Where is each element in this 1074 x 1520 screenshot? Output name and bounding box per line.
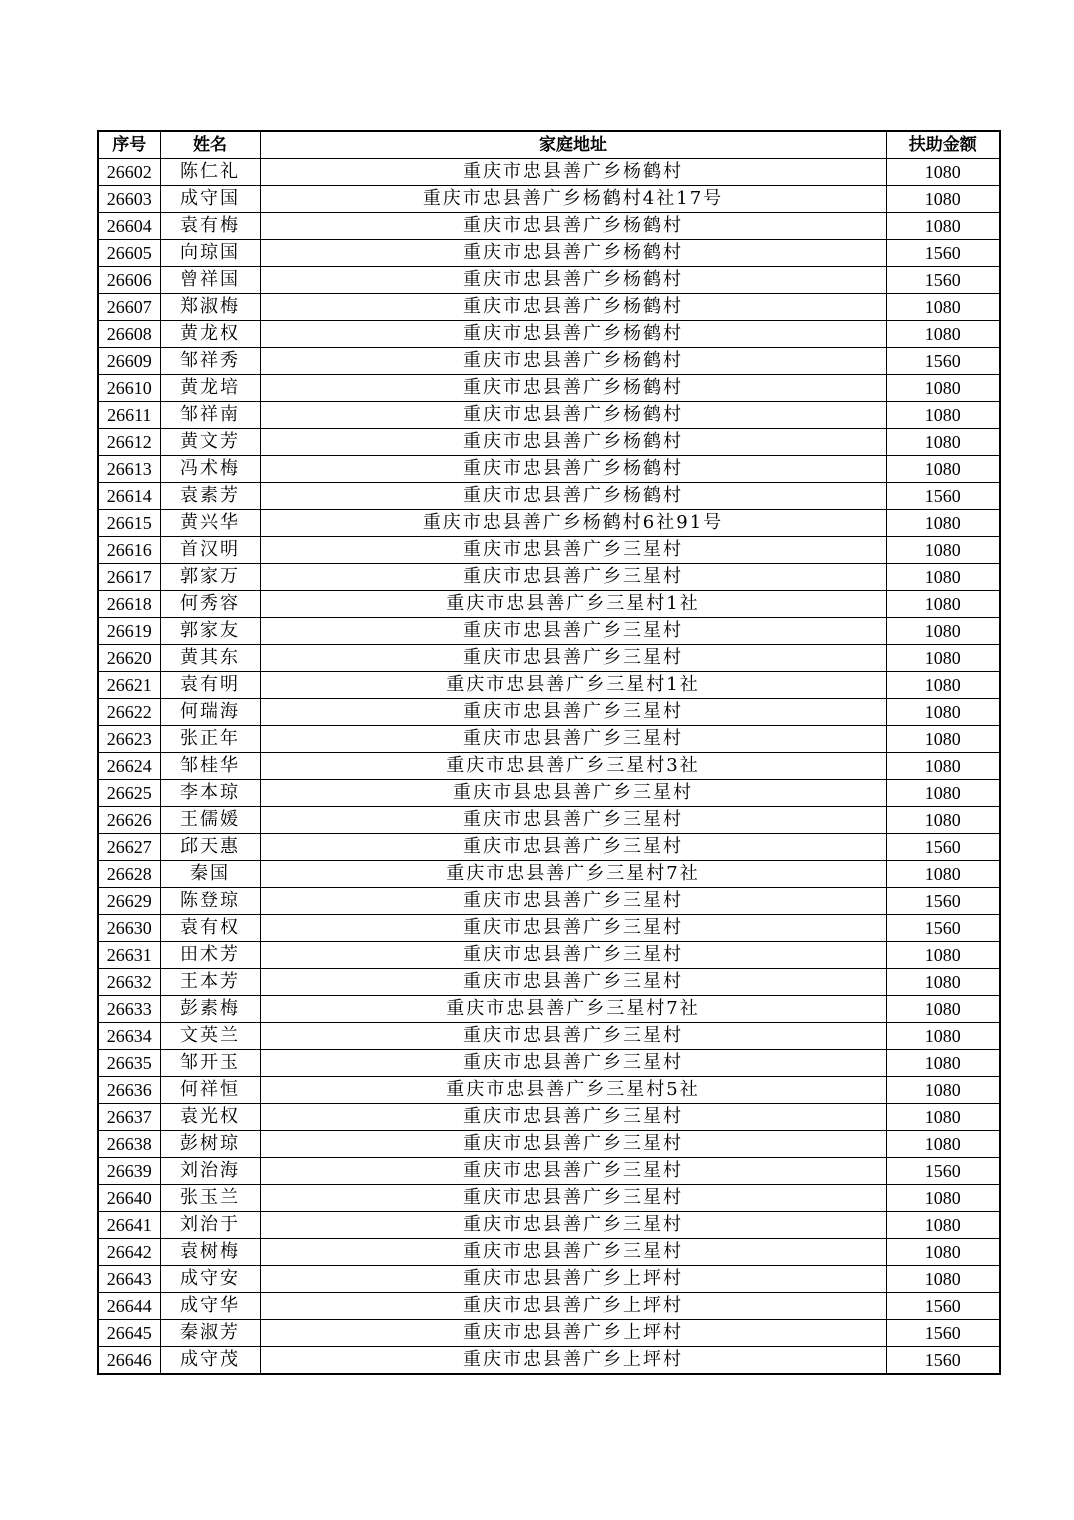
name-cell: 袁有梅 bbox=[160, 213, 260, 240]
amount-cell: 1560 bbox=[886, 834, 1000, 861]
name-cell: 袁有明 bbox=[160, 672, 260, 699]
name-cell: 王儒媛 bbox=[160, 807, 260, 834]
address-cell: 重庆市忠县善广乡杨鹤村 bbox=[260, 294, 886, 321]
serial-number-cell: 26633 bbox=[98, 996, 160, 1023]
serial-number-cell: 26631 bbox=[98, 942, 160, 969]
table-row bbox=[98, 591, 1000, 618]
amount-cell: 1080 bbox=[886, 699, 1000, 726]
amount-cell: 1080 bbox=[886, 1266, 1000, 1293]
name-cell: 首汉明 bbox=[160, 537, 260, 564]
table-row bbox=[98, 699, 1000, 726]
table-row bbox=[98, 969, 1000, 996]
address-cell: 重庆市忠县善广乡杨鹤村 bbox=[260, 240, 886, 267]
amount-cell: 1560 bbox=[886, 240, 1000, 267]
table-row bbox=[98, 1131, 1000, 1158]
serial-number-cell: 26611 bbox=[98, 402, 160, 429]
name-cell: 何瑞海 bbox=[160, 699, 260, 726]
serial-number-cell: 26616 bbox=[98, 537, 160, 564]
serial-number-cell: 26629 bbox=[98, 888, 160, 915]
name-cell: 邱天惠 bbox=[160, 834, 260, 861]
table-row bbox=[98, 321, 1000, 348]
amount-cell: 1560 bbox=[886, 1320, 1000, 1347]
serial-number-cell: 26609 bbox=[98, 348, 160, 375]
address-cell: 重庆市忠县善广乡杨鹤村6社91号 bbox=[260, 510, 886, 537]
address-cell: 重庆市忠县善广乡杨鹤村 bbox=[260, 429, 886, 456]
name-cell: 郑淑梅 bbox=[160, 294, 260, 321]
amount-cell: 1080 bbox=[886, 1239, 1000, 1266]
amount-cell: 1080 bbox=[886, 996, 1000, 1023]
address-cell: 重庆市忠县善广乡三星村 bbox=[260, 915, 886, 942]
serial-number-cell: 26606 bbox=[98, 267, 160, 294]
serial-number-cell: 26618 bbox=[98, 591, 160, 618]
address-cell: 重庆市忠县善广乡三星村 bbox=[260, 537, 886, 564]
name-cell: 陈登琼 bbox=[160, 888, 260, 915]
serial-number-cell: 26645 bbox=[98, 1320, 160, 1347]
address-cell: 重庆市忠县善广乡三星村7社 bbox=[260, 861, 886, 888]
serial-number-cell: 26638 bbox=[98, 1131, 160, 1158]
header-home-address: 家庭地址 bbox=[260, 131, 886, 159]
name-cell: 袁有权 bbox=[160, 915, 260, 942]
table-row bbox=[98, 483, 1000, 510]
header-serial-number: 序号 bbox=[98, 131, 160, 159]
table-row bbox=[98, 564, 1000, 591]
amount-cell: 1080 bbox=[886, 1077, 1000, 1104]
serial-number-cell: 26640 bbox=[98, 1185, 160, 1212]
address-cell: 重庆市忠县善广乡杨鹤村 bbox=[260, 375, 886, 402]
name-cell: 成守国 bbox=[160, 186, 260, 213]
address-cell: 重庆市忠县善广乡杨鹤村4社17号 bbox=[260, 186, 886, 213]
serial-number-cell: 26621 bbox=[98, 672, 160, 699]
serial-number-cell: 26605 bbox=[98, 240, 160, 267]
address-cell: 重庆市忠县善广乡三星村 bbox=[260, 1158, 886, 1185]
name-cell: 刘治海 bbox=[160, 1158, 260, 1185]
serial-number-cell: 26622 bbox=[98, 699, 160, 726]
serial-number-cell: 26607 bbox=[98, 294, 160, 321]
table-row bbox=[98, 1266, 1000, 1293]
amount-cell: 1080 bbox=[886, 564, 1000, 591]
table-row bbox=[98, 807, 1000, 834]
amount-cell: 1080 bbox=[886, 510, 1000, 537]
address-cell: 重庆市忠县善广乡三星村1社 bbox=[260, 591, 886, 618]
serial-number-cell: 26646 bbox=[98, 1347, 160, 1375]
name-cell: 何祥恒 bbox=[160, 1077, 260, 1104]
amount-cell: 1080 bbox=[886, 321, 1000, 348]
name-cell: 秦淑芳 bbox=[160, 1320, 260, 1347]
amount-cell: 1560 bbox=[886, 267, 1000, 294]
name-cell: 成守安 bbox=[160, 1266, 260, 1293]
address-cell: 重庆市忠县善广乡三星村 bbox=[260, 969, 886, 996]
amount-cell: 1560 bbox=[886, 348, 1000, 375]
amount-cell: 1560 bbox=[886, 1158, 1000, 1185]
serial-number-cell: 26642 bbox=[98, 1239, 160, 1266]
serial-number-cell: 26637 bbox=[98, 1104, 160, 1131]
address-cell: 重庆市忠县善广乡杨鹤村 bbox=[260, 402, 886, 429]
serial-number-cell: 26624 bbox=[98, 753, 160, 780]
address-cell: 重庆市忠县善广乡三星村 bbox=[260, 1239, 886, 1266]
name-cell: 郭家友 bbox=[160, 618, 260, 645]
address-cell: 重庆市忠县善广乡三星村 bbox=[260, 618, 886, 645]
amount-cell: 1080 bbox=[886, 672, 1000, 699]
amount-cell: 1080 bbox=[886, 159, 1000, 186]
serial-number-cell: 26644 bbox=[98, 1293, 160, 1320]
name-cell: 张正年 bbox=[160, 726, 260, 753]
amount-cell: 1560 bbox=[886, 915, 1000, 942]
name-cell: 邹祥秀 bbox=[160, 348, 260, 375]
name-cell: 成守茂 bbox=[160, 1347, 260, 1375]
name-cell: 黄其东 bbox=[160, 645, 260, 672]
table-row bbox=[98, 1239, 1000, 1266]
table-row bbox=[98, 996, 1000, 1023]
table-row bbox=[98, 429, 1000, 456]
roster-sheet bbox=[97, 130, 999, 1375]
table-row bbox=[98, 861, 1000, 888]
table-row bbox=[98, 267, 1000, 294]
amount-cell: 1080 bbox=[886, 1050, 1000, 1077]
name-cell: 刘治于 bbox=[160, 1212, 260, 1239]
table-row bbox=[98, 159, 1000, 186]
name-cell: 成守华 bbox=[160, 1293, 260, 1320]
serial-number-cell: 26614 bbox=[98, 483, 160, 510]
address-cell: 重庆市忠县善广乡杨鹤村 bbox=[260, 321, 886, 348]
table-row bbox=[98, 1023, 1000, 1050]
table-header bbox=[98, 131, 1000, 159]
name-cell: 李本琼 bbox=[160, 780, 260, 807]
table-row bbox=[98, 1104, 1000, 1131]
name-cell: 黄龙培 bbox=[160, 375, 260, 402]
table-row bbox=[98, 753, 1000, 780]
header-aid-amount: 扶助金额 bbox=[886, 131, 1000, 159]
serial-number-cell: 26610 bbox=[98, 375, 160, 402]
name-cell: 田术芳 bbox=[160, 942, 260, 969]
serial-number-cell: 26641 bbox=[98, 1212, 160, 1239]
amount-cell: 1080 bbox=[886, 1212, 1000, 1239]
address-cell: 重庆市忠县善广乡三星村 bbox=[260, 726, 886, 753]
serial-number-cell: 26632 bbox=[98, 969, 160, 996]
serial-number-cell: 26615 bbox=[98, 510, 160, 537]
serial-number-cell: 26623 bbox=[98, 726, 160, 753]
address-cell: 重庆市忠县善广乡三星村5社 bbox=[260, 1077, 886, 1104]
header-name: 姓名 bbox=[160, 131, 260, 159]
name-cell: 向琼国 bbox=[160, 240, 260, 267]
address-cell: 重庆市忠县善广乡三星村 bbox=[260, 699, 886, 726]
address-cell: 重庆市忠县善广乡杨鹤村 bbox=[260, 159, 886, 186]
address-cell: 重庆市忠县善广乡三星村 bbox=[260, 1185, 886, 1212]
address-cell: 重庆市忠县善广乡三星村 bbox=[260, 807, 886, 834]
table-row bbox=[98, 537, 1000, 564]
address-cell: 重庆市忠县善广乡杨鹤村 bbox=[260, 213, 886, 240]
address-cell: 重庆市忠县善广乡三星村 bbox=[260, 645, 886, 672]
amount-cell: 1080 bbox=[886, 618, 1000, 645]
table-row bbox=[98, 402, 1000, 429]
amount-cell: 1080 bbox=[886, 645, 1000, 672]
amount-cell: 1560 bbox=[886, 483, 1000, 510]
serial-number-cell: 26608 bbox=[98, 321, 160, 348]
amount-cell: 1080 bbox=[886, 1023, 1000, 1050]
name-cell: 袁树梅 bbox=[160, 1239, 260, 1266]
address-cell: 重庆市忠县善广乡三星村 bbox=[260, 1023, 886, 1050]
address-cell: 重庆市忠县善广乡上坪村 bbox=[260, 1320, 886, 1347]
serial-number-cell: 26628 bbox=[98, 861, 160, 888]
table-row bbox=[98, 915, 1000, 942]
table-row bbox=[98, 888, 1000, 915]
address-cell: 重庆市忠县善广乡三星村 bbox=[260, 1050, 886, 1077]
address-cell: 重庆市忠县善广乡上坪村 bbox=[260, 1347, 886, 1375]
beneficiary-table bbox=[97, 130, 1001, 1375]
amount-cell: 1080 bbox=[886, 537, 1000, 564]
header-row bbox=[98, 131, 1000, 159]
address-cell: 重庆市忠县善广乡杨鹤村 bbox=[260, 267, 886, 294]
serial-number-cell: 26626 bbox=[98, 807, 160, 834]
amount-cell: 1080 bbox=[886, 807, 1000, 834]
table-row bbox=[98, 618, 1000, 645]
name-cell: 邹桂华 bbox=[160, 753, 260, 780]
amount-cell: 1080 bbox=[886, 591, 1000, 618]
name-cell: 秦国 bbox=[160, 861, 260, 888]
table-row bbox=[98, 1293, 1000, 1320]
serial-number-cell: 26602 bbox=[98, 159, 160, 186]
amount-cell: 1080 bbox=[886, 1131, 1000, 1158]
table-row bbox=[98, 510, 1000, 537]
amount-cell: 1080 bbox=[886, 726, 1000, 753]
name-cell: 袁素芳 bbox=[160, 483, 260, 510]
name-cell: 袁光权 bbox=[160, 1104, 260, 1131]
serial-number-cell: 26604 bbox=[98, 213, 160, 240]
serial-number-cell: 26625 bbox=[98, 780, 160, 807]
address-cell: 重庆市忠县善广乡三星村 bbox=[260, 1104, 886, 1131]
table-row bbox=[98, 240, 1000, 267]
address-cell: 重庆市忠县善广乡三星村1社 bbox=[260, 672, 886, 699]
amount-cell: 1080 bbox=[886, 780, 1000, 807]
serial-number-cell: 26634 bbox=[98, 1023, 160, 1050]
table-row bbox=[98, 456, 1000, 483]
serial-number-cell: 26603 bbox=[98, 186, 160, 213]
table-row bbox=[98, 1212, 1000, 1239]
address-cell: 重庆市忠县善广乡三星村 bbox=[260, 888, 886, 915]
amount-cell: 1080 bbox=[886, 429, 1000, 456]
table-row bbox=[98, 1347, 1000, 1375]
name-cell: 邹祥南 bbox=[160, 402, 260, 429]
address-cell: 重庆市忠县善广乡三星村7社 bbox=[260, 996, 886, 1023]
serial-number-cell: 26643 bbox=[98, 1266, 160, 1293]
amount-cell: 1080 bbox=[886, 942, 1000, 969]
name-cell: 冯术梅 bbox=[160, 456, 260, 483]
table-row bbox=[98, 348, 1000, 375]
address-cell: 重庆市忠县善广乡三星村 bbox=[260, 834, 886, 861]
amount-cell: 1080 bbox=[886, 186, 1000, 213]
table-row bbox=[98, 780, 1000, 807]
address-cell: 重庆市忠县善广乡杨鹤村 bbox=[260, 483, 886, 510]
table-row bbox=[98, 1185, 1000, 1212]
name-cell: 郭家万 bbox=[160, 564, 260, 591]
serial-number-cell: 26613 bbox=[98, 456, 160, 483]
table-row bbox=[98, 942, 1000, 969]
name-cell: 邹开玉 bbox=[160, 1050, 260, 1077]
address-cell: 重庆市忠县善广乡三星村 bbox=[260, 564, 886, 591]
table-row bbox=[98, 294, 1000, 321]
serial-number-cell: 26635 bbox=[98, 1050, 160, 1077]
name-cell: 何秀容 bbox=[160, 591, 260, 618]
serial-number-cell: 26619 bbox=[98, 618, 160, 645]
table-row bbox=[98, 375, 1000, 402]
amount-cell: 1080 bbox=[886, 213, 1000, 240]
address-cell: 重庆市忠县善广乡上坪村 bbox=[260, 1266, 886, 1293]
amount-cell: 1080 bbox=[886, 1185, 1000, 1212]
name-cell: 黄文芳 bbox=[160, 429, 260, 456]
table-row bbox=[98, 1158, 1000, 1185]
serial-number-cell: 26627 bbox=[98, 834, 160, 861]
table-row bbox=[98, 1050, 1000, 1077]
serial-number-cell: 26612 bbox=[98, 429, 160, 456]
amount-cell: 1560 bbox=[886, 888, 1000, 915]
name-cell: 曾祥国 bbox=[160, 267, 260, 294]
serial-number-cell: 26630 bbox=[98, 915, 160, 942]
name-cell: 张玉兰 bbox=[160, 1185, 260, 1212]
name-cell: 彭树琼 bbox=[160, 1131, 260, 1158]
address-cell: 重庆市忠县善广乡三星村3社 bbox=[260, 753, 886, 780]
name-cell: 彭素梅 bbox=[160, 996, 260, 1023]
amount-cell: 1080 bbox=[886, 969, 1000, 996]
amount-cell: 1560 bbox=[886, 1347, 1000, 1375]
table-row bbox=[98, 1320, 1000, 1347]
address-cell: 重庆市忠县善广乡三星村 bbox=[260, 942, 886, 969]
amount-cell: 1080 bbox=[886, 1104, 1000, 1131]
table-row bbox=[98, 645, 1000, 672]
table-row bbox=[98, 213, 1000, 240]
address-cell: 重庆市忠县善广乡杨鹤村 bbox=[260, 456, 886, 483]
serial-number-cell: 26636 bbox=[98, 1077, 160, 1104]
table-row bbox=[98, 1077, 1000, 1104]
name-cell: 黄兴华 bbox=[160, 510, 260, 537]
table-row bbox=[98, 186, 1000, 213]
address-cell: 重庆市县忠县善广乡三星村 bbox=[260, 780, 886, 807]
address-cell: 重庆市忠县善广乡上坪村 bbox=[260, 1293, 886, 1320]
name-cell: 王本芳 bbox=[160, 969, 260, 996]
name-cell: 文英兰 bbox=[160, 1023, 260, 1050]
table-row bbox=[98, 834, 1000, 861]
amount-cell: 1080 bbox=[886, 456, 1000, 483]
amount-cell: 1080 bbox=[886, 861, 1000, 888]
name-cell: 陈仁礼 bbox=[160, 159, 260, 186]
amount-cell: 1560 bbox=[886, 1293, 1000, 1320]
serial-number-cell: 26617 bbox=[98, 564, 160, 591]
amount-cell: 1080 bbox=[886, 294, 1000, 321]
serial-number-cell: 26620 bbox=[98, 645, 160, 672]
table-row bbox=[98, 726, 1000, 753]
amount-cell: 1080 bbox=[886, 753, 1000, 780]
table-row bbox=[98, 672, 1000, 699]
address-cell: 重庆市忠县善广乡三星村 bbox=[260, 1212, 886, 1239]
serial-number-cell: 26639 bbox=[98, 1158, 160, 1185]
name-cell: 黄龙权 bbox=[160, 321, 260, 348]
table-body bbox=[98, 159, 1000, 1375]
address-cell: 重庆市忠县善广乡杨鹤村 bbox=[260, 348, 886, 375]
address-cell: 重庆市忠县善广乡三星村 bbox=[260, 1131, 886, 1158]
amount-cell: 1080 bbox=[886, 375, 1000, 402]
amount-cell: 1080 bbox=[886, 402, 1000, 429]
